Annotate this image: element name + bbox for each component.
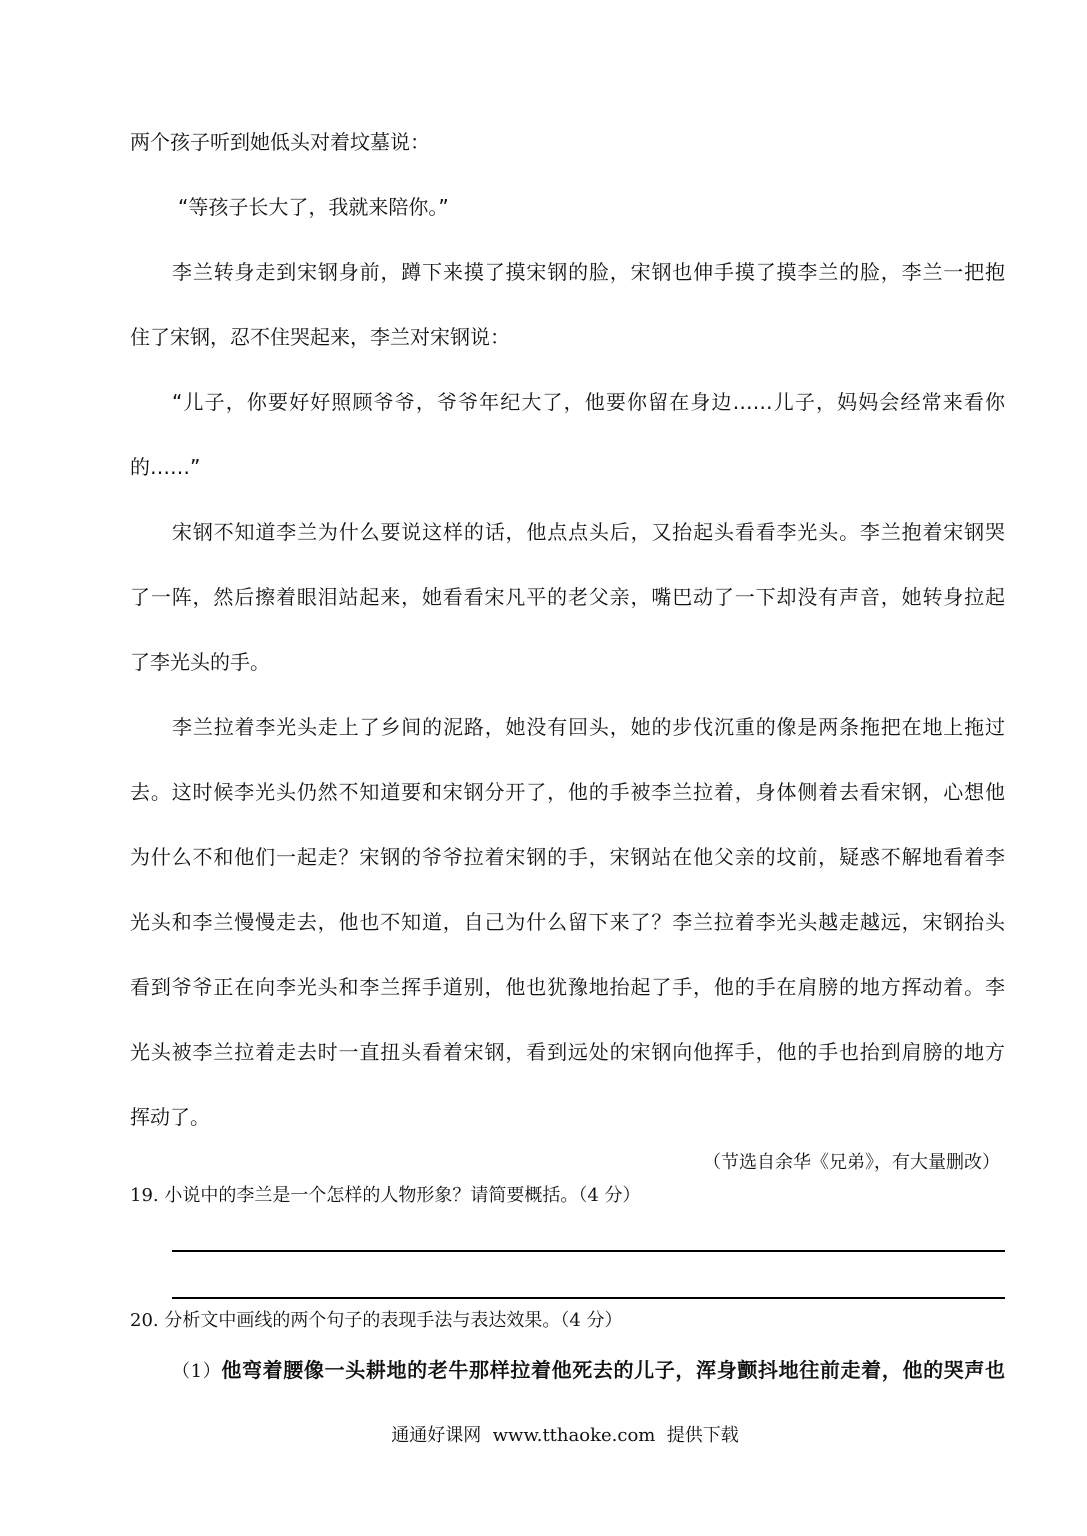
passage-line: 住了宋钢，忍不住哭起来，李兰对宋钢说： bbox=[130, 325, 510, 349]
passage-line: “等孩子长大了，我就来陪你。” bbox=[178, 195, 449, 219]
passage-line: 的……” bbox=[130, 455, 201, 479]
source-attribution: （节选自余华《兄弟》，有大量删改） bbox=[703, 1152, 1000, 1173]
passage-line: 宋钢不知道李兰为什么要说这样的话，他点点头后，又抬起头看看李光头。李兰抱着宋钢哭 bbox=[172, 520, 1005, 544]
page-footer: 通通好课网 www.tthaoke.com 提供下载 bbox=[391, 1425, 739, 1446]
passage-line: 了一阵，然后擦着眼泪站起来，她看看宋凡平的老父亲，嘴巴动了一下却没有声音，她转身拉起 bbox=[130, 585, 1005, 609]
answer-line[interactable] bbox=[172, 1250, 1005, 1252]
passage-line: 两个孩子听到她低头对着坟墓说： bbox=[130, 130, 430, 154]
passage-line: 了李光头的手。 bbox=[130, 650, 270, 674]
question-19-text: 19. 小说中的李兰是一个怎样的人物形象？请简要概括。（4 分） bbox=[130, 1185, 641, 1206]
passage-line: 挥动了。 bbox=[130, 1105, 210, 1129]
question-20-text: 20. 分析文中画线的两个句子的表现手法与表达效果。（4 分） bbox=[130, 1310, 623, 1331]
passage-line: 看到爷爷正在向李光头和李兰挥手道别，他也犹豫地抬起了手，他的手在肩膀的地方挥动着。李 bbox=[130, 975, 1005, 999]
passage-line: 光头和李兰慢慢走去，他也不知道，自己为什么留下来了？李兰拉着李光头越走越远，宋钢抬头 bbox=[130, 910, 1005, 934]
passage-line: 李兰转身走到宋钢身前，蹲下来摸了摸宋钢的脸，宋钢也伸手摸了摸李兰的脸，李兰一把抱 bbox=[172, 260, 1005, 284]
item-text: 他弯着腰像一头耕地的老牛那样拉着他死去的儿子，浑身颤抖地往前走着，他的哭声也 bbox=[221, 1358, 1006, 1382]
passage-line: 光头被李兰拉着走去时一直扭头看着宋钢，看到远处的宋钢向他挥手，他的手也抬到肩膀的地方 bbox=[130, 1040, 1005, 1064]
answer-line[interactable] bbox=[172, 1297, 1005, 1299]
question-20-item-1 bbox=[172, 1356, 1005, 1386]
passage-line: 李兰拉着李光头走上了乡间的泥路，她没有回头，她的步伐沉重的像是两条拖把在地上拖过 bbox=[172, 715, 1005, 739]
item-label: （1） bbox=[172, 1361, 222, 1382]
passage-line: “儿子，你要好好照顾爷爷，爷爷年纪大了，他要你留在身边……儿子，妈妈会经常来看你 bbox=[172, 390, 1005, 414]
passage-line: 为什么不和他们一起走？宋钢的爷爷拉着宋钢的手，宋钢站在他父亲的坟前，疑惑不解地看着李 bbox=[130, 845, 1005, 869]
passage-line: 去。这时候李光头仍然不知道要和宋钢分开了，他的手被李兰拉着，身体侧着去看宋钢，心想他 bbox=[130, 780, 1005, 804]
